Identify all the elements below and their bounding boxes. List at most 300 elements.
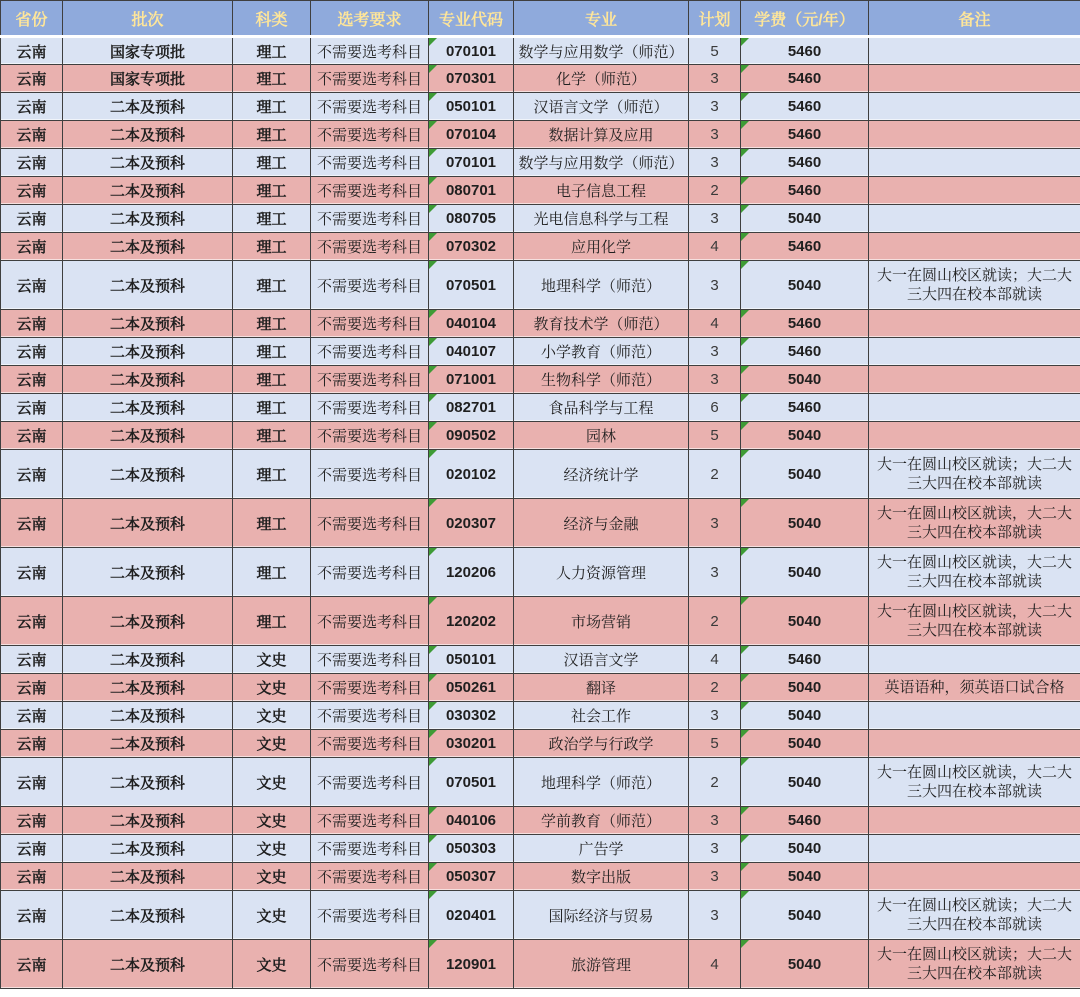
column-header-exam-req: 选考要求 — [311, 1, 429, 37]
cell-plan: 3 — [689, 338, 741, 366]
cell-note-triangle-icon — [741, 233, 749, 241]
cell-tuition — [741, 261, 869, 310]
cell-tuition — [741, 597, 869, 646]
cell-major-code — [429, 149, 514, 177]
table-row — [1, 674, 1080, 702]
cell-major-code — [429, 366, 514, 394]
cell-province: 云南 — [1, 450, 63, 499]
cell-remark — [869, 149, 1080, 177]
cell-major-code-value: 070501 — [445, 773, 497, 791]
cell-province: 云南 — [1, 422, 63, 450]
cell-remark: 大一在圆山校区就读，大二大三大四在校本部就读 — [869, 548, 1080, 597]
cell-tuition-value: 5460 — [787, 154, 822, 171]
cell-tuition-value: 5040 — [787, 773, 822, 791]
cell-major-code-value: 120901 — [445, 955, 497, 973]
cell-batch: 二本及预科 — [63, 730, 233, 758]
cell-major: 国际经济与贸易 — [514, 891, 689, 940]
cell-tuition-value: 5460 — [787, 399, 822, 416]
cell-remark — [869, 37, 1080, 65]
cell-major: 翻译 — [514, 674, 689, 702]
cell-major-code — [429, 394, 514, 422]
cell-tuition — [741, 499, 869, 548]
cell-tuition — [741, 65, 869, 93]
cell-tuition — [741, 93, 869, 121]
cell-exam-req: 不需要选考科目 — [311, 422, 429, 450]
cell-remark — [869, 93, 1080, 121]
cell-tuition — [741, 233, 869, 261]
cell-plan: 6 — [689, 394, 741, 422]
cell-note-triangle-icon — [429, 702, 437, 710]
cell-category: 理工 — [233, 233, 311, 261]
cell-note-triangle-icon — [741, 702, 749, 710]
cell-batch: 二本及预科 — [63, 940, 233, 989]
cell-category: 理工 — [233, 37, 311, 65]
cell-category: 文史 — [233, 863, 311, 891]
cell-major-code-value: 070301 — [445, 70, 497, 87]
cell-province: 云南 — [1, 65, 63, 93]
cell-tuition-value: 5040 — [787, 955, 822, 973]
cell-category: 理工 — [233, 149, 311, 177]
cell-category: 理工 — [233, 310, 311, 338]
cell-exam-req: 不需要选考科目 — [311, 499, 429, 548]
cell-tuition-value: 5460 — [787, 70, 822, 87]
cell-major-code — [429, 891, 514, 940]
cell-batch: 二本及预科 — [63, 646, 233, 674]
cell-tuition — [741, 730, 869, 758]
cell-note-triangle-icon — [429, 597, 437, 605]
cell-category: 文史 — [233, 807, 311, 835]
cell-major: 生物科学（师范） — [514, 366, 689, 394]
cell-category: 理工 — [233, 177, 311, 205]
cell-major-code-value: 090502 — [445, 427, 497, 444]
cell-note-triangle-icon — [741, 121, 749, 129]
cell-major-code-value: 020102 — [445, 465, 497, 483]
cell-note-triangle-icon — [429, 65, 437, 73]
cell-note-triangle-icon — [741, 674, 749, 682]
cell-province: 云南 — [1, 121, 63, 149]
cell-major-code-value: 080705 — [445, 210, 497, 227]
cell-major: 市场营销 — [514, 597, 689, 646]
cell-province: 云南 — [1, 177, 63, 205]
cell-major: 光电信息科学与工程 — [514, 205, 689, 233]
cell-note-triangle-icon — [741, 261, 749, 269]
cell-note-triangle-icon — [429, 93, 437, 101]
cell-batch: 二本及预科 — [63, 394, 233, 422]
cell-category: 理工 — [233, 499, 311, 548]
cell-exam-req: 不需要选考科目 — [311, 646, 429, 674]
cell-tuition-value: 5460 — [787, 651, 822, 668]
cell-major: 园林 — [514, 422, 689, 450]
cell-remark — [869, 807, 1080, 835]
cell-tuition-value: 5040 — [787, 707, 822, 724]
cell-tuition-value: 5040 — [787, 371, 822, 388]
cell-note-triangle-icon — [429, 646, 437, 654]
cell-tuition-value: 5460 — [787, 315, 822, 332]
cell-exam-req: 不需要选考科目 — [311, 891, 429, 940]
cell-batch: 二本及预科 — [63, 177, 233, 205]
cell-category: 理工 — [233, 394, 311, 422]
cell-major-code — [429, 93, 514, 121]
cell-batch: 国家专项批 — [63, 65, 233, 93]
cell-plan: 5 — [689, 730, 741, 758]
cell-exam-req: 不需要选考科目 — [311, 730, 429, 758]
table-row — [1, 177, 1080, 205]
cell-category: 理工 — [233, 548, 311, 597]
table-row — [1, 37, 1080, 65]
cell-major: 电子信息工程 — [514, 177, 689, 205]
cell-note-triangle-icon — [741, 65, 749, 73]
cell-major-code-value: 050303 — [445, 840, 497, 857]
cell-major-code-value: 040106 — [445, 812, 497, 829]
cell-category: 文史 — [233, 702, 311, 730]
cell-tuition — [741, 758, 869, 807]
cell-batch: 二本及预科 — [63, 548, 233, 597]
table-row — [1, 807, 1080, 835]
cell-province: 云南 — [1, 730, 63, 758]
cell-tuition — [741, 205, 869, 233]
cell-note-triangle-icon — [429, 366, 437, 374]
cell-province: 云南 — [1, 310, 63, 338]
cell-note-triangle-icon — [741, 499, 749, 507]
cell-plan: 3 — [689, 807, 741, 835]
cell-batch: 二本及预科 — [63, 205, 233, 233]
cell-province: 云南 — [1, 394, 63, 422]
table-row — [1, 863, 1080, 891]
cell-note-triangle-icon — [429, 205, 437, 213]
cell-major-code-value: 070101 — [445, 42, 497, 60]
cell-tuition-value: 5040 — [787, 276, 822, 294]
cell-batch: 二本及预科 — [63, 310, 233, 338]
cell-province: 云南 — [1, 758, 63, 807]
cell-major-code — [429, 205, 514, 233]
cell-tuition — [741, 646, 869, 674]
table-row — [1, 646, 1080, 674]
table-row — [1, 121, 1080, 149]
cell-exam-req: 不需要选考科目 — [311, 863, 429, 891]
cell-remark — [869, 205, 1080, 233]
cell-tuition-value: 5040 — [787, 427, 822, 444]
cell-major-code — [429, 65, 514, 93]
cell-batch: 二本及预科 — [63, 499, 233, 548]
table-row — [1, 65, 1080, 93]
cell-note-triangle-icon — [741, 730, 749, 738]
cell-remark — [869, 366, 1080, 394]
cell-exam-req: 不需要选考科目 — [311, 450, 429, 499]
cell-exam-req: 不需要选考科目 — [311, 205, 429, 233]
cell-tuition — [741, 121, 869, 149]
cell-remark — [869, 121, 1080, 149]
cell-province: 云南 — [1, 597, 63, 646]
cell-batch: 二本及预科 — [63, 863, 233, 891]
cell-tuition-value: 5460 — [787, 182, 822, 199]
cell-note-triangle-icon — [741, 149, 749, 157]
cell-batch: 二本及预科 — [63, 891, 233, 940]
cell-plan: 2 — [689, 177, 741, 205]
cell-batch: 二本及预科 — [63, 422, 233, 450]
cell-plan: 2 — [689, 674, 741, 702]
cell-note-triangle-icon — [741, 93, 749, 101]
cell-category: 理工 — [233, 422, 311, 450]
cell-tuition-value: 5040 — [787, 868, 822, 885]
cell-remark: 大一在圆山校区就读，大二大三大四在校本部就读 — [869, 758, 1080, 807]
cell-major-code-value: 020307 — [445, 514, 497, 532]
cell-remark: 大一在圆山校区就读；大二大三大四在校本部就读 — [869, 450, 1080, 499]
cell-note-triangle-icon — [741, 863, 749, 871]
cell-plan: 3 — [689, 93, 741, 121]
cell-remark: 英语语种，须英语口试合格 — [869, 674, 1080, 702]
cell-note-triangle-icon — [741, 835, 749, 843]
cell-tuition-value: 5460 — [787, 42, 822, 60]
table-row — [1, 422, 1080, 450]
cell-tuition-value: 5040 — [787, 906, 822, 924]
cell-plan: 2 — [689, 450, 741, 499]
cell-major-code — [429, 37, 514, 65]
cell-major: 政治学与行政学 — [514, 730, 689, 758]
cell-note-triangle-icon — [429, 499, 437, 507]
cell-major-code-value: 050307 — [445, 868, 497, 885]
cell-major-code — [429, 422, 514, 450]
cell-note-triangle-icon — [741, 548, 749, 556]
cell-note-triangle-icon — [429, 940, 437, 948]
cell-major-code-value: 020401 — [445, 906, 497, 924]
cell-note-triangle-icon — [429, 38, 437, 46]
cell-note-triangle-icon — [741, 310, 749, 318]
cell-exam-req: 不需要选考科目 — [311, 835, 429, 863]
cell-exam-req: 不需要选考科目 — [311, 261, 429, 310]
table-row — [1, 499, 1080, 548]
cell-note-triangle-icon — [741, 940, 749, 948]
table-row — [1, 597, 1080, 646]
cell-province: 云南 — [1, 940, 63, 989]
cell-tuition-value: 5460 — [787, 98, 822, 115]
cell-tuition — [741, 338, 869, 366]
cell-tuition — [741, 366, 869, 394]
cell-note-triangle-icon — [429, 121, 437, 129]
cell-major-code-value: 040104 — [445, 315, 497, 332]
cell-batch: 二本及预科 — [63, 674, 233, 702]
cell-tuition — [741, 149, 869, 177]
table-row — [1, 758, 1080, 807]
cell-category: 文史 — [233, 674, 311, 702]
cell-note-triangle-icon — [429, 261, 437, 269]
cell-batch: 二本及预科 — [63, 149, 233, 177]
cell-major-code-value: 070501 — [445, 276, 497, 294]
table-row — [1, 233, 1080, 261]
cell-plan: 3 — [689, 548, 741, 597]
table-row — [1, 261, 1080, 310]
cell-exam-req: 不需要选考科目 — [311, 807, 429, 835]
cell-major-code-value: 070101 — [445, 154, 497, 171]
cell-major: 小学教育（师范） — [514, 338, 689, 366]
cell-category: 文史 — [233, 940, 311, 989]
cell-major-code — [429, 450, 514, 499]
table-row — [1, 730, 1080, 758]
cell-note-triangle-icon — [741, 366, 749, 374]
column-header-major: 专业 — [514, 1, 689, 37]
cell-note-triangle-icon — [429, 338, 437, 346]
cell-note-triangle-icon — [741, 646, 749, 654]
cell-tuition-value: 5040 — [787, 563, 822, 581]
cell-category: 理工 — [233, 597, 311, 646]
cell-note-triangle-icon — [741, 205, 749, 213]
column-header-batch: 批次 — [63, 1, 233, 37]
cell-tuition-value: 5040 — [787, 735, 822, 752]
cell-plan: 4 — [689, 646, 741, 674]
cell-tuition — [741, 940, 869, 989]
cell-remark: 大一在圆山校区就读；大二大三大四在校本部就读 — [869, 891, 1080, 940]
cell-note-triangle-icon — [741, 394, 749, 402]
cell-plan: 2 — [689, 758, 741, 807]
cell-major: 数字出版 — [514, 863, 689, 891]
cell-remark — [869, 422, 1080, 450]
cell-major-code — [429, 835, 514, 863]
cell-province: 云南 — [1, 674, 63, 702]
cell-batch: 二本及预科 — [63, 702, 233, 730]
cell-tuition-value: 5460 — [787, 126, 822, 143]
cell-major: 汉语言文学 — [514, 646, 689, 674]
table-row — [1, 338, 1080, 366]
cell-exam-req: 不需要选考科目 — [311, 93, 429, 121]
cell-major: 数据计算及应用 — [514, 121, 689, 149]
cell-category: 文史 — [233, 646, 311, 674]
cell-major-code — [429, 310, 514, 338]
cell-note-triangle-icon — [741, 597, 749, 605]
cell-tuition-value: 5460 — [787, 238, 822, 255]
cell-major: 旅游管理 — [514, 940, 689, 989]
cell-note-triangle-icon — [429, 233, 437, 241]
column-header-category: 科类 — [233, 1, 311, 37]
cell-category: 文史 — [233, 835, 311, 863]
cell-tuition — [741, 891, 869, 940]
cell-batch: 二本及预科 — [63, 835, 233, 863]
table-row — [1, 394, 1080, 422]
cell-tuition — [741, 807, 869, 835]
cell-major-code — [429, 940, 514, 989]
cell-exam-req: 不需要选考科目 — [311, 233, 429, 261]
cell-batch: 二本及预科 — [63, 366, 233, 394]
cell-plan: 3 — [689, 205, 741, 233]
cell-remark — [869, 835, 1080, 863]
cell-note-triangle-icon — [429, 177, 437, 185]
cell-province: 云南 — [1, 37, 63, 65]
cell-exam-req: 不需要选考科目 — [311, 121, 429, 149]
cell-note-triangle-icon — [741, 891, 749, 899]
cell-category: 理工 — [233, 366, 311, 394]
cell-batch: 二本及预科 — [63, 597, 233, 646]
cell-category: 理工 — [233, 450, 311, 499]
cell-major-code-value: 040107 — [445, 343, 497, 360]
cell-province: 云南 — [1, 891, 63, 940]
cell-major-code-value: 050101 — [445, 651, 497, 668]
cell-major: 教育技术学（师范） — [514, 310, 689, 338]
column-header-province: 省份 — [1, 1, 63, 37]
cell-major-code-value: 030302 — [445, 707, 497, 724]
table-row — [1, 205, 1080, 233]
cell-remark — [869, 863, 1080, 891]
cell-plan: 3 — [689, 149, 741, 177]
cell-province: 云南 — [1, 863, 63, 891]
cell-tuition — [741, 450, 869, 499]
cell-exam-req: 不需要选考科目 — [311, 548, 429, 597]
cell-major-code — [429, 730, 514, 758]
cell-note-triangle-icon — [741, 758, 749, 766]
cell-major-code-value: 070104 — [445, 126, 497, 143]
cell-note-triangle-icon — [741, 422, 749, 430]
cell-exam-req: 不需要选考科目 — [311, 366, 429, 394]
cell-major: 汉语言文学（师范） — [514, 93, 689, 121]
cell-note-triangle-icon — [741, 338, 749, 346]
cell-major: 地理科学（师范） — [514, 261, 689, 310]
cell-exam-req: 不需要选考科目 — [311, 940, 429, 989]
cell-batch: 二本及预科 — [63, 807, 233, 835]
cell-province: 云南 — [1, 261, 63, 310]
cell-note-triangle-icon — [429, 891, 437, 899]
cell-major-code-value: 080701 — [445, 182, 497, 199]
cell-province: 云南 — [1, 366, 63, 394]
cell-exam-req: 不需要选考科目 — [311, 310, 429, 338]
cell-province: 云南 — [1, 702, 63, 730]
cell-category: 文史 — [233, 758, 311, 807]
cell-note-triangle-icon — [429, 863, 437, 871]
cell-major-code — [429, 338, 514, 366]
cell-exam-req: 不需要选考科目 — [311, 394, 429, 422]
cell-tuition — [741, 674, 869, 702]
cell-major-code — [429, 863, 514, 891]
table-row — [1, 835, 1080, 863]
cell-batch: 二本及预科 — [63, 261, 233, 310]
cell-plan: 3 — [689, 835, 741, 863]
cell-batch: 二本及预科 — [63, 758, 233, 807]
cell-plan: 3 — [689, 891, 741, 940]
cell-province: 云南 — [1, 93, 63, 121]
cell-exam-req: 不需要选考科目 — [311, 702, 429, 730]
cell-plan: 5 — [689, 37, 741, 65]
cell-remark — [869, 702, 1080, 730]
cell-tuition-value: 5040 — [787, 612, 822, 630]
cell-major-code — [429, 597, 514, 646]
cell-batch: 二本及预科 — [63, 93, 233, 121]
cell-major: 社会工作 — [514, 702, 689, 730]
cell-exam-req: 不需要选考科目 — [311, 758, 429, 807]
cell-major: 地理科学（师范） — [514, 758, 689, 807]
cell-province: 云南 — [1, 646, 63, 674]
cell-remark: 大一在圆山校区就读；大二大三大四在校本部就读 — [869, 940, 1080, 989]
cell-note-triangle-icon — [429, 730, 437, 738]
cell-remark — [869, 338, 1080, 366]
cell-major-code — [429, 548, 514, 597]
cell-note-triangle-icon — [741, 450, 749, 458]
cell-remark: 大一在圆山校区就读；大二大三大四在校本部就读 — [869, 261, 1080, 310]
cell-exam-req: 不需要选考科目 — [311, 177, 429, 205]
cell-tuition-value: 5460 — [787, 812, 822, 829]
cell-province: 云南 — [1, 149, 63, 177]
cell-major: 学前教育（师范） — [514, 807, 689, 835]
table-row — [1, 891, 1080, 940]
cell-province: 云南 — [1, 807, 63, 835]
cell-tuition-value: 5040 — [787, 465, 822, 483]
cell-tuition-value: 5040 — [787, 679, 822, 696]
cell-major-code-value: 050101 — [445, 98, 497, 115]
column-header-plan: 计划 — [689, 1, 741, 37]
cell-exam-req: 不需要选考科目 — [311, 674, 429, 702]
table-row — [1, 940, 1080, 989]
cell-category: 理工 — [233, 261, 311, 310]
cell-major-code — [429, 674, 514, 702]
cell-plan: 4 — [689, 940, 741, 989]
cell-remark — [869, 730, 1080, 758]
cell-plan: 3 — [689, 499, 741, 548]
cell-plan: 3 — [689, 65, 741, 93]
